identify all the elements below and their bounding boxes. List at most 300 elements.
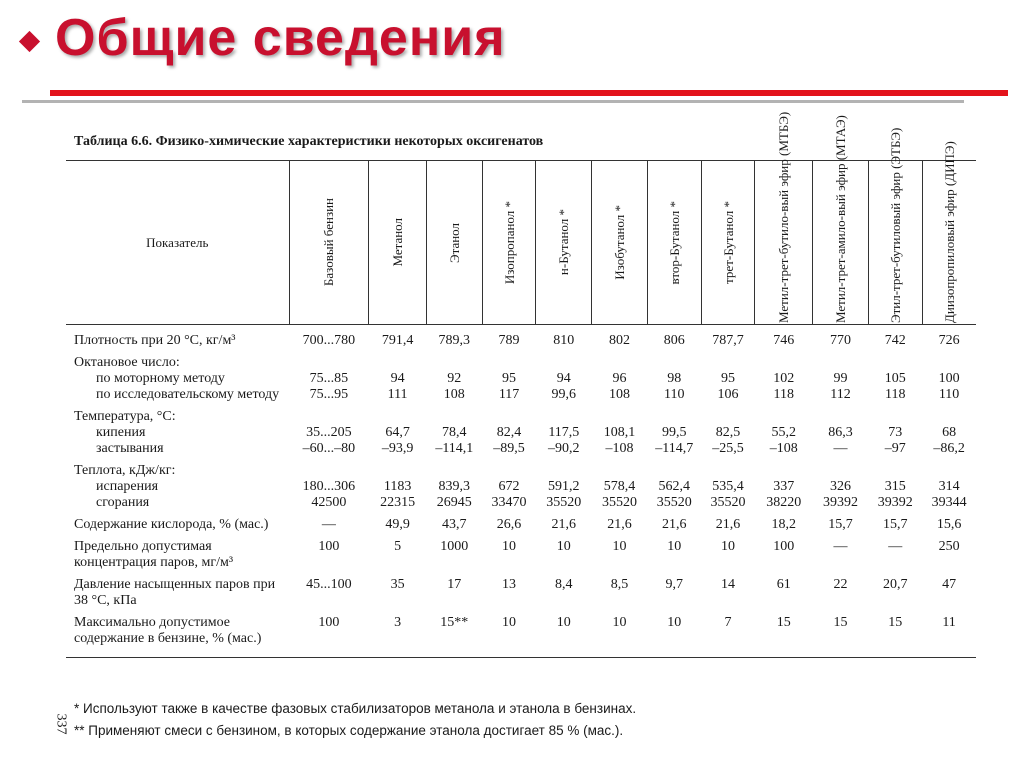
cell-value: –93,9 (381, 441, 414, 456)
table-cell (813, 405, 869, 459)
column-header (701, 161, 755, 325)
cell-value: –60...–80 (302, 441, 356, 456)
cell-value (426, 463, 482, 479)
cell-value (482, 355, 536, 371)
table-cell (755, 351, 813, 405)
cell-value: 337 (773, 479, 795, 494)
table-cell (482, 611, 536, 658)
column-header (868, 127, 922, 325)
cell-value: 39392 (877, 495, 913, 510)
table-cell (755, 325, 813, 352)
cell-value (369, 463, 427, 479)
scanned-table-page (53, 111, 976, 758)
table-cell (536, 325, 592, 352)
table-cell (426, 513, 482, 535)
row-label-line: сгорания (96, 495, 150, 510)
row-label (66, 325, 289, 352)
table-cell (369, 611, 427, 658)
cell-value: 108 (443, 387, 465, 402)
cell-value (647, 355, 701, 371)
cell-value (813, 409, 869, 425)
cell-value: — (321, 517, 336, 532)
table-cell (369, 459, 427, 513)
table-cell (755, 573, 813, 611)
cell-value: 10 (502, 615, 517, 630)
param-header: Показатель (66, 161, 289, 325)
row-label-line: испарения (96, 479, 159, 494)
cell-value (868, 355, 922, 371)
cell-value: 21,6 (607, 517, 632, 532)
cell-value: — (888, 539, 903, 554)
column-header-label: Этанол (446, 222, 462, 263)
cell-value: 1000 (440, 539, 469, 554)
cell-value: 55,2 (771, 425, 797, 440)
cell-value: 117,5 (548, 425, 580, 440)
table-cell (482, 351, 536, 405)
table-cell (922, 459, 976, 513)
table-row (66, 535, 976, 573)
cell-value: 35520 (546, 495, 582, 510)
cell-value: 117 (498, 387, 520, 402)
table-cell (701, 535, 755, 573)
cell-value (592, 355, 648, 371)
cell-value: 326 (830, 479, 851, 494)
cell-value: 110 (664, 387, 685, 402)
cell-value: 75...85 (309, 371, 349, 386)
cell-value: 22315 (380, 495, 416, 510)
table-cell (647, 459, 701, 513)
cell-value: 8,4 (555, 577, 573, 592)
cell-value: — (833, 441, 848, 456)
cell-value (868, 409, 922, 425)
cell-value: 100 (318, 615, 340, 630)
table-cell (289, 405, 369, 459)
cell-value: 5 (394, 539, 402, 554)
cell-value: 95 (502, 371, 517, 386)
table-row (66, 325, 976, 352)
table-cell (592, 459, 648, 513)
table-row (66, 513, 976, 535)
row-label-line: Октановое число: (74, 355, 180, 370)
cell-value (592, 409, 648, 425)
table-cell (922, 513, 976, 535)
row-label-line: Максимально допустимое содержание в бензине, % (мас.) (74, 615, 262, 646)
cell-value (813, 463, 869, 479)
row-label (66, 611, 289, 658)
cell-value: 15,7 (883, 517, 908, 532)
table-cell (868, 513, 922, 535)
cell-value: 250 (938, 539, 960, 554)
cell-value: 700...780 (302, 333, 356, 348)
cell-value: 1183 (383, 479, 412, 494)
cell-value: 789,3 (438, 333, 471, 348)
title-underline (50, 90, 1008, 96)
table-cell (426, 405, 482, 459)
table-cell (482, 573, 536, 611)
table-cell (813, 351, 869, 405)
cell-value (536, 463, 592, 479)
table-cell (592, 351, 648, 405)
column-header (482, 161, 536, 325)
cell-value: 17 (447, 577, 462, 592)
row-label-line: Давление насыщенных паров при 38 °С, кПа (74, 577, 276, 608)
cell-value: 806 (663, 333, 685, 348)
table-cell (536, 573, 592, 611)
table-cell (369, 351, 427, 405)
column-header (592, 161, 648, 325)
row-label-line: кипения (96, 425, 146, 440)
row-label (66, 459, 289, 513)
table-cell (868, 351, 922, 405)
table-cell (536, 611, 592, 658)
cell-value: 35520 (710, 495, 746, 510)
cell-value: 839,3 (438, 479, 471, 494)
table-cell (592, 405, 648, 459)
table-cell (868, 611, 922, 658)
slide-title (22, 8, 506, 68)
table-cell (647, 513, 701, 535)
cell-value: 68 (942, 425, 957, 440)
cell-value: 105 (884, 371, 906, 386)
table-cell (426, 573, 482, 611)
cell-value: 180...306 (302, 479, 356, 494)
cell-value: 47 (942, 577, 957, 592)
table-cell (647, 535, 701, 573)
column-header (369, 161, 427, 325)
table-cell (369, 325, 427, 352)
cell-value: 43,7 (442, 517, 467, 532)
table-cell (482, 405, 536, 459)
table-cell (369, 535, 427, 573)
table-cell (289, 325, 369, 352)
table-cell (592, 535, 648, 573)
cell-value (813, 355, 869, 371)
table-cell (592, 611, 648, 658)
table-cell (922, 611, 976, 658)
table-cell (289, 573, 369, 611)
cell-value: –89,5 (493, 441, 525, 456)
cell-value: 118 (773, 387, 795, 402)
cell-value: 787,7 (712, 333, 744, 348)
table-cell (426, 325, 482, 352)
cell-value: 118 (885, 387, 906, 402)
cell-value: 38220 (766, 495, 802, 510)
table-cell (592, 573, 648, 611)
cell-value: 73 (888, 425, 903, 440)
cell-value: 35520 (656, 495, 692, 510)
cell-value: 10 (667, 539, 682, 554)
cell-value: 10 (721, 539, 736, 554)
row-label-line: Плотность при 20 °С, кг/м³ (74, 333, 236, 348)
table-cell (868, 405, 922, 459)
cell-value: 99,6 (551, 387, 577, 402)
cell-value: 21,6 (715, 517, 741, 532)
cell-value (289, 463, 369, 479)
cell-value: 791,4 (381, 333, 414, 348)
table-cell (369, 405, 427, 459)
cell-value: 26,6 (496, 517, 522, 532)
table-caption: Таблица 6.6. Физико-химические характеристики некоторых оксигенатов (74, 134, 544, 149)
cell-value: 45...100 (306, 577, 352, 592)
row-label (66, 513, 289, 535)
cell-value: –25,5 (712, 441, 744, 456)
column-header-label: Метил-трет-бутило-вый эфир (МТБЭ) (776, 111, 792, 323)
table-cell (755, 513, 813, 535)
cell-value: –90,2 (548, 441, 580, 456)
table-cell (868, 459, 922, 513)
table-cell (813, 611, 869, 658)
table-row (66, 459, 976, 513)
cell-value (755, 409, 813, 425)
table-cell (647, 351, 701, 405)
cell-value: 39392 (823, 495, 858, 510)
slide-title-text: Общие сведения (55, 9, 506, 67)
cell-value: 42500 (311, 495, 347, 510)
row-label-line: застывания (96, 441, 164, 456)
table-cell (868, 573, 922, 611)
footnote-2: ** Применяют смеси с бензином, в которых содержание этанола достигает 85 % (мас.). (74, 723, 624, 738)
cell-value: 99,5 (662, 425, 687, 440)
table-cell (426, 611, 482, 658)
cell-value: 10 (667, 615, 682, 630)
table-cell (289, 513, 369, 535)
cell-value: 99 (833, 371, 848, 386)
table-cell (536, 535, 592, 573)
column-header (289, 161, 369, 325)
cell-value (922, 355, 976, 371)
cell-value: –114,1 (435, 441, 474, 456)
row-label-line: Предельно допустимая концентрация паров, мг/м³ (74, 539, 234, 570)
cell-value: 21,6 (662, 517, 687, 532)
table-cell (482, 459, 536, 513)
cell-value (289, 355, 369, 371)
cell-value: –108 (605, 441, 634, 456)
cell-value: 18,2 (771, 517, 797, 532)
cell-value: 11 (942, 615, 956, 630)
footnote-1: * Используют также в качестве фазовых стабилизаторов метанола и этанола в бензинах. (74, 701, 637, 716)
table-cell (922, 405, 976, 459)
cell-value: 10 (502, 539, 517, 554)
table-cell (536, 351, 592, 405)
cell-value: 315 (884, 479, 906, 494)
table-cell (701, 325, 755, 352)
table-cell (813, 459, 869, 513)
cell-value (701, 355, 755, 371)
cell-value: 26945 (436, 495, 472, 510)
table-cell (868, 535, 922, 573)
table-cell (289, 459, 369, 513)
table-cell (369, 573, 427, 611)
cell-value: 9,7 (665, 577, 684, 592)
cell-value (647, 463, 701, 479)
cell-value: 94 (390, 371, 405, 386)
header-row (66, 161, 976, 325)
table-cell (369, 513, 427, 535)
cell-value: 39344 (931, 495, 967, 510)
row-label (66, 535, 289, 573)
cell-value: 64,7 (385, 425, 410, 440)
cell-value: 95 (721, 371, 736, 386)
table-cell (813, 573, 869, 611)
cell-value: 112 (830, 387, 851, 402)
cell-value: 746 (773, 333, 795, 348)
cell-value (482, 409, 536, 425)
cell-value (755, 463, 813, 479)
table-cell (868, 325, 922, 352)
row-label (66, 405, 289, 459)
cell-value: 108 (609, 387, 631, 402)
cell-value: 3 (394, 615, 402, 630)
cell-value: 111 (387, 387, 408, 402)
cell-value (922, 409, 976, 425)
column-header-label: Метил-трет-амило-вый эфир (МТАЭ) (833, 114, 848, 323)
cell-value: 106 (717, 387, 739, 402)
table-row (66, 351, 976, 405)
table-row (66, 611, 976, 658)
cell-value: 15** (440, 615, 469, 630)
row-label-line: Теплота, кДж/кг: (74, 463, 176, 478)
cell-value: 110 (938, 387, 960, 402)
cell-value: 10 (612, 615, 627, 630)
cell-value: 8,5 (610, 577, 629, 592)
column-header-label: втор-Бутанол * (666, 200, 682, 285)
cell-value (536, 409, 592, 425)
column-header (813, 114, 869, 325)
cell-value: 726 (938, 333, 960, 348)
column-header-label: н-Бутанол * (556, 209, 572, 276)
cell-value: 578,4 (603, 479, 636, 494)
table-cell (289, 351, 369, 405)
table-cell (755, 535, 813, 573)
table-cell (813, 513, 869, 535)
cell-value: 82,5 (715, 425, 741, 440)
table-cell (701, 513, 755, 535)
table-cell (482, 325, 536, 352)
cell-value: 92 (447, 371, 462, 386)
cell-value: — (833, 539, 848, 554)
cell-value (701, 463, 755, 479)
cell-value: 672 (498, 479, 520, 494)
table-cell (922, 325, 976, 352)
cell-value: 15,7 (828, 517, 853, 532)
column-header (426, 161, 482, 325)
cell-value: 10 (612, 539, 627, 554)
cell-value: 100 (938, 371, 960, 386)
table-cell (701, 405, 755, 459)
cell-value: 789 (498, 333, 520, 348)
cell-value (369, 355, 427, 371)
cell-value: 108,1 (603, 425, 636, 440)
column-header-label: Этил-трет-бутиловый эфир (ЭТБЭ) (887, 127, 903, 323)
table-cell (647, 325, 701, 352)
cell-value: 742 (884, 333, 906, 348)
cell-value: 770 (830, 333, 851, 348)
cell-value: 10 (556, 615, 571, 630)
cell-value: 810 (553, 333, 575, 348)
cell-value: 100 (318, 539, 340, 554)
column-header (647, 161, 701, 325)
cell-value (369, 409, 427, 425)
column-header-label: Диизопропиловый эфир (ДИПЭ) (941, 140, 957, 323)
cell-value: 100 (773, 539, 795, 554)
cell-value (482, 463, 536, 479)
cell-value: –97 (884, 441, 906, 456)
row-label-line: Содержание кислорода, % (мас.) (74, 517, 269, 532)
table-cell (701, 611, 755, 658)
table-cell (482, 535, 536, 573)
cell-value: 21,6 (551, 517, 577, 532)
cell-value: –114,7 (655, 441, 694, 456)
table-cell (813, 325, 869, 352)
table-cell (426, 535, 482, 573)
cell-value (701, 409, 755, 425)
cell-value: 35...205 (306, 425, 352, 440)
cell-value: 15 (833, 615, 848, 630)
row-label-line: по моторному методу (96, 371, 225, 386)
cell-value: 802 (609, 333, 631, 348)
column-header-label: Изобутанол * (612, 205, 628, 280)
cell-value: 15 (888, 615, 903, 630)
table-cell (813, 535, 869, 573)
table-cell (922, 573, 976, 611)
table-cell (647, 573, 701, 611)
table-row (66, 573, 976, 611)
cell-value (755, 355, 813, 371)
row-label (66, 351, 289, 405)
table-cell (701, 459, 755, 513)
row-label (66, 573, 289, 611)
cell-value: 86,3 (828, 425, 853, 440)
cell-value: 314 (938, 479, 960, 494)
cell-value (426, 409, 482, 425)
table-cell (755, 611, 813, 658)
cell-value: 562,4 (658, 479, 691, 494)
table-cell (289, 611, 369, 658)
table-cell (536, 513, 592, 535)
cell-value (868, 463, 922, 479)
cell-value: 98 (667, 371, 682, 386)
cell-value: 35520 (602, 495, 638, 510)
table-cell (536, 459, 592, 513)
table-cell (426, 459, 482, 513)
table-cell (592, 513, 648, 535)
cell-value: –108 (769, 441, 798, 456)
cell-value: 7 (724, 615, 732, 630)
column-header (755, 111, 813, 325)
cell-value: 13 (502, 577, 517, 592)
table-cell (647, 611, 701, 658)
cell-value: 49,9 (385, 517, 410, 532)
cell-value: 75...95 (309, 387, 349, 402)
cell-value (536, 355, 592, 371)
cell-value: 96 (612, 371, 627, 386)
table-cell (536, 405, 592, 459)
table-cell (755, 459, 813, 513)
cell-value: 94 (556, 371, 571, 386)
cell-value: 35 (390, 577, 405, 592)
cell-value (647, 409, 701, 425)
title-underline-shadow (22, 100, 964, 103)
column-header-label: Изопропанол * (501, 200, 517, 285)
row-label-line: по исследовательскому методу (96, 387, 280, 402)
table-cell (482, 513, 536, 535)
footnotes (74, 698, 636, 742)
cell-value: 82,4 (496, 425, 522, 440)
table-cell (592, 325, 648, 352)
cell-value: 20,7 (883, 577, 908, 592)
table-cell (426, 351, 482, 405)
cell-value: 61 (776, 577, 791, 592)
